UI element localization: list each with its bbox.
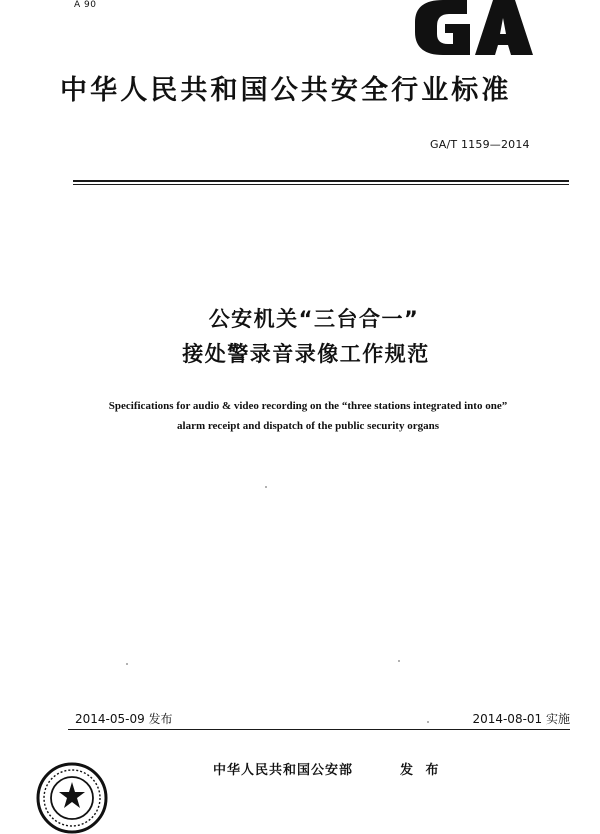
scan-speck bbox=[427, 721, 429, 723]
scan-speck bbox=[265, 486, 267, 488]
issuer-name: 中华人民共和国公安部 bbox=[213, 763, 354, 778]
scan-speck bbox=[398, 660, 400, 662]
title-chinese-line-2: 接处警录音录像工作规范 bbox=[182, 342, 430, 366]
header-rule-thin bbox=[73, 184, 569, 185]
classification-code: A 90 bbox=[74, 0, 97, 10]
standard-code: GA/T 1159—2014 bbox=[430, 138, 530, 151]
title-english-line-2: alarm receipt and dispatch of the public security organs bbox=[177, 420, 439, 432]
seal-icon bbox=[36, 762, 108, 834]
scan-speck bbox=[126, 663, 128, 665]
title-chinese-line-1: 公安机关“三台合一” bbox=[208, 307, 420, 331]
footer-rule bbox=[68, 729, 570, 730]
issue-date: 2014-05-09 发布 bbox=[75, 712, 173, 726]
standard-type-heading: 中华人民共和国公共安全行业标准 bbox=[60, 75, 512, 106]
ga-logo bbox=[415, 0, 533, 55]
header-rule-thick bbox=[73, 180, 569, 182]
title-english-line-1: Specifications for audio & video recording on the “three stations integrated into one” bbox=[108, 400, 508, 412]
issuer-action: 发 布 bbox=[400, 763, 443, 778]
implementation-date: 2014-08-01 实施 bbox=[472, 712, 570, 726]
